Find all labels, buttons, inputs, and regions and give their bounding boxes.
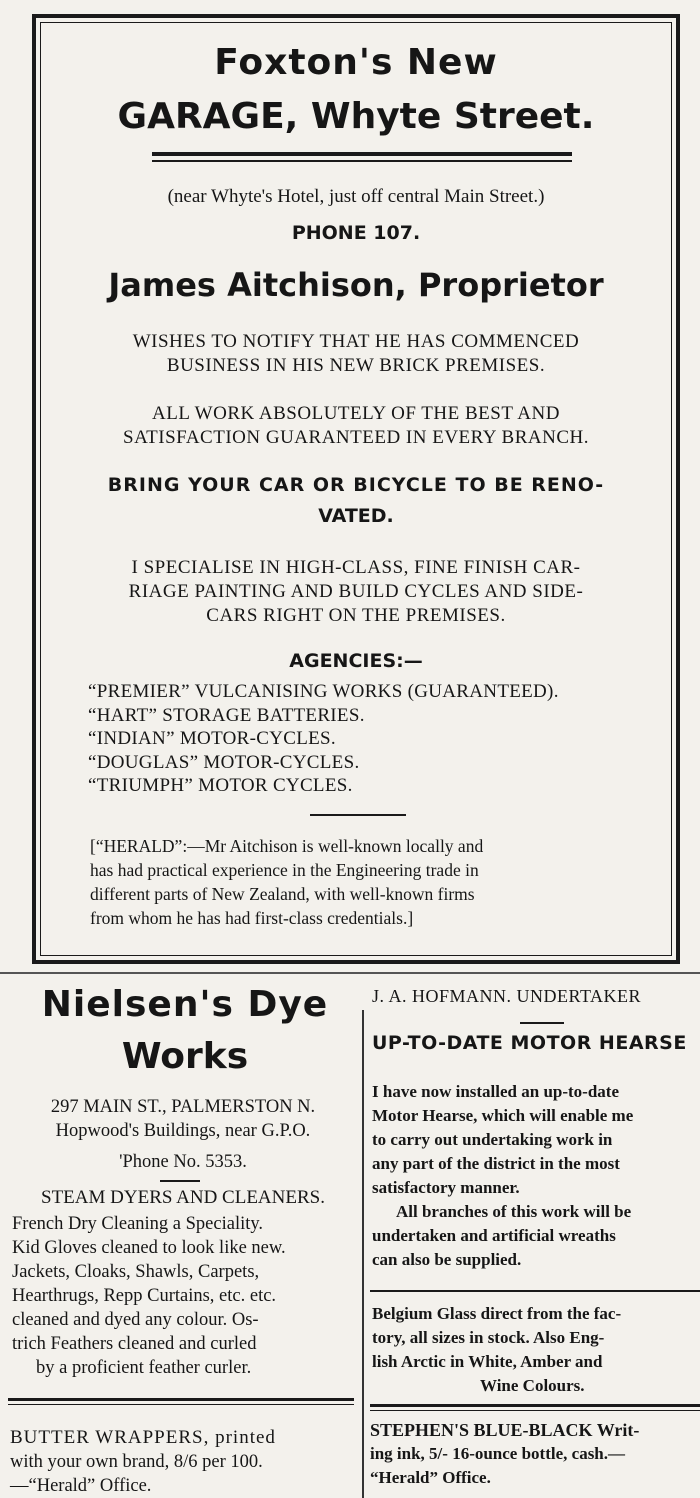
dye-services-heading: STEAM DYERS AND CLEANERS. [41,1187,325,1208]
specialise-line1: I SPECIALISE IN HIGH-CLASS, FINE FINISH CAR- [131,557,581,578]
glass-line: Wine Colours. [480,1376,585,1395]
dye-divider [160,1180,200,1182]
undertaker-divider [520,1022,564,1024]
renovate-line1: BRING YOUR CAR OR BICYCLE TO BE RENO- [107,474,605,496]
undertaker-body-line: Motor Hearse, which will enable me [372,1106,634,1125]
dye-address-line2: Hopwood's Buildings, near G.P.O. [55,1121,311,1141]
dye-service-line: French Dry Cleaning a Speciality. [12,1214,264,1234]
undertaker-name: J. A. HOFMANN. UNDERTAKER [372,986,641,1006]
dye-service-line: Hearthrugs, Repp Curtains, etc. etc. [12,1286,277,1306]
title-rule-thick [152,152,572,156]
garage-phone: PHONE 107. [291,222,421,244]
agencies-list [88,680,668,798]
dye-phone: 'Phone No. 5353. [119,1152,247,1172]
specialise-line2: RIAGE PAINTING AND BUILD CYCLES AND SIDE- [128,581,584,602]
dye-title-line1: Nielsen's Dye [41,984,329,1025]
dye-title-line2: Works [121,1036,249,1077]
garage-title-line1: Foxton's New [214,42,498,83]
glass-line: tory, all sizes in stock. Also Eng- [372,1328,605,1347]
dye-service-line: cleaned and dyed any colour. Os- [12,1310,259,1330]
title-rule-thin [152,160,572,162]
herald-note [90,834,670,930]
undertaker-body-line: undertaken and artificial wreaths [372,1226,616,1245]
herald-note-line2: has had practical experience in the Engineering trade in [90,860,479,880]
undertaker-body-line: can also be supplied. [372,1250,522,1269]
butter-line3: —“Herald” Office. [10,1476,152,1496]
specialise-line3: CARS RIGHT ON THE PREMISES. [206,605,506,626]
dye-services [12,1212,362,1380]
quality-line2: SATISFACTION GUARANTEED IN EVERY BRANCH. [123,427,589,448]
agency-item: “DOUGLAS” MOTOR-CYCLES. [88,751,360,773]
undertaker-body-line: to carry out undertaking work in [372,1130,613,1149]
location-note: (near Whyte's Hotel, just off central Main Street.) [167,186,545,207]
dye-bottom-rule-thin [8,1404,354,1405]
herald-note-line3: different parts of New Zealand, with well-known firms [90,884,475,904]
dye-bottom-rule-thick [8,1398,354,1401]
herald-note-line1: [“HERALD”:—Mr Aitchison is well-known locally and [90,836,484,856]
undertaker-body-line: I have now installed an up-to-date [372,1082,620,1101]
dye-address-line1: 297 MAIN ST., PALMERSTON N. [50,1097,316,1117]
glass-bottom-rule-thick [370,1404,700,1407]
undertaker-body-line: satisfactory manner. [372,1178,520,1197]
ink-line1: STEPHEN'S BLUE-BLACK Writ- [370,1420,640,1440]
glass-line: Belgium Glass direct from the fac- [372,1304,622,1323]
undertaker-body [372,1080,700,1272]
butter-ad [10,1426,356,1498]
notice-line2: BUSINESS IN HIS NEW BRICK PREMISES. [166,355,546,376]
renovate-line2: VATED. [318,505,394,527]
butter-line1: BUTTER WRAPPERS, printed [10,1427,276,1448]
column-divider [362,1010,364,1498]
agency-item: “TRIUMPH” MOTOR CYCLES. [88,775,353,796]
glass-line: lish Arctic in White, Amber and [372,1352,603,1371]
undertaker-heading: UP-TO-DATE MOTOR HEARSE [372,1032,687,1054]
agency-item: “PREMIER” VULCANISING WORKS (GUARANTEED). [88,681,559,702]
herald-note-line4: from whom he has had first-class credentials.] [90,908,414,928]
glass-ad [372,1302,700,1398]
agency-item: “HART” STORAGE BATTERIES. [88,704,365,726]
dye-service-line: Kid Gloves cleaned to look like new. [12,1238,286,1258]
agencies-divider [310,814,406,816]
agency-item: “INDIAN” MOTOR-CYCLES. [88,728,336,749]
butter-line2: with your own brand, 8/6 per 100. [10,1452,263,1472]
agencies-heading: AGENCIES:— [289,650,423,672]
glass-bottom-rule-thin [370,1410,700,1411]
ink-ad [370,1418,700,1490]
dye-service-line: trich Feathers cleaned and curled [12,1334,257,1354]
dye-service-line: Jackets, Cloaks, Shawls, Carpets, [12,1262,260,1282]
garage-title-line2: GARAGE, Whyte Street. [117,96,595,137]
undertaker-body-line: All branches of this work will be [396,1202,632,1221]
undertaker-body-line: any part of the district in the most [372,1154,620,1173]
undertaker-bottom-rule [370,1290,700,1292]
dye-service-line: by a proficient feather curler. [36,1358,252,1378]
section-divider [0,972,700,974]
ink-line2: ing ink, 5/- 16-ounce bottle, cash.— [370,1444,626,1463]
quality-line1: ALL WORK ABSOLUTELY OF THE BEST AND [152,403,560,424]
notice-line1: WISHES TO NOTIFY THAT HE HAS COMMENCED [132,331,580,352]
proprietor-name: James Aitchison, Proprietor [108,266,604,304]
ink-line3: “Herald” Office. [370,1468,491,1487]
